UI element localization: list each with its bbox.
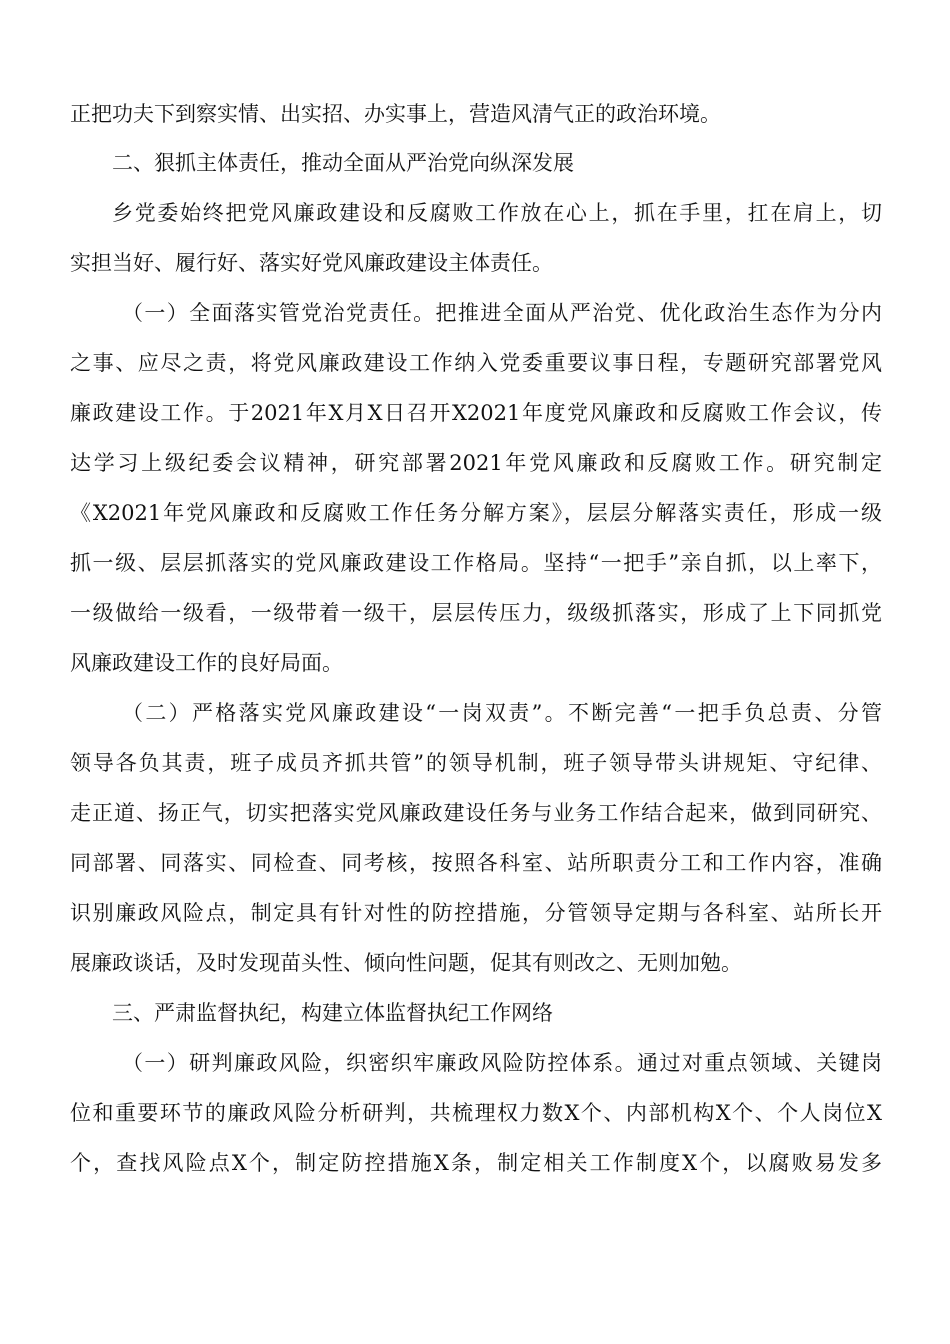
text-line-1: 正把功夫下到察实情、出实招、办实事上，营造风清气正的政治环境。 — [70, 102, 721, 126]
text-line-11: 一级做给一级看，一级带着一级干，层层传压力，级级抓落实，形成了上下同抓党 — [70, 601, 882, 625]
text-line-21: 位和重要环节的廉政风险分析研判，共梳理权力数X个、内部机构X个、个人岗位X — [70, 1101, 882, 1125]
text-line-12: 风廉政建设工作的良好局面。 — [70, 651, 343, 675]
text-line-7: 廉政建设工作。于2021年X月X日召开X2021年度党风廉政和反腐败工作会议，传 — [70, 401, 882, 425]
text-line-20: （一）研判廉政风险，织密织牢廉政风险防控体系。通过对重点领域、关键岗 — [122, 1051, 882, 1075]
text-line-15: 走正道、扬正气，切实把落实党风廉政建设任务与业务工作结合起来，做到同研究、 — [70, 801, 882, 825]
text-line-18: 展廉政谈话，及时发现苗头性、倾向性问题，促其有则改之、无则加勉。 — [70, 951, 742, 975]
text-line-6: 之事、应尽之责，将党风廉政建设工作纳入党委重要议事日程，专题研究部署党风 — [70, 351, 882, 375]
text-line-16: 同部署、同落实、同检查、同考核，按照各科室、站所职责分工和工作内容，准确 — [70, 851, 882, 875]
text-line-9: 《X2021年党风廉政和反腐败工作任务分解方案》，层层分解落实责任，形成一级 — [70, 501, 882, 525]
section-heading-2: 二、狠抓主体责任，推动全面从严治党向纵深发展 — [112, 151, 574, 175]
text-line-13: （二）严格落实党风廉政建设“一岗双责”。不断完善“一把手负总责、分管 — [122, 701, 882, 725]
text-line-14: 领导各负其责，班子成员齐抓共管”的领导机制，班子领导带头讲规矩、守纪律、 — [70, 751, 882, 775]
text-line-8: 达学习上级纪委会议精神，研究部署2021年党风廉政和反腐败工作。研究制定 — [70, 451, 882, 475]
text-line-5: （一）全面落实管党治党责任。把推进全面从严治党、优化政治生态作为分内 — [122, 301, 882, 325]
text-line-3: 乡党委始终把党风廉政建设和反腐败工作放在心上，抓在手里，扛在肩上，切 — [112, 201, 882, 225]
text-line-22: 个，查找风险点X个，制定防控措施X条，制定相关工作制度X个，以腐败易发多 — [70, 1151, 882, 1175]
text-line-4: 实担当好、履行好、落实好党风廉政建设主体责任。 — [70, 251, 553, 275]
text-line-10: 抓一级、层层抓落实的党风廉政建设工作格局。坚持“一把手”亲自抓，以上率下， — [70, 551, 882, 575]
section-heading-3: 三、严肃监督执纪，构建立体监督执纪工作网络 — [112, 1001, 553, 1025]
text-line-17: 识别廉政风险点，制定具有针对性的防控措施，分管领导定期与各科室、站所长开 — [70, 901, 882, 925]
